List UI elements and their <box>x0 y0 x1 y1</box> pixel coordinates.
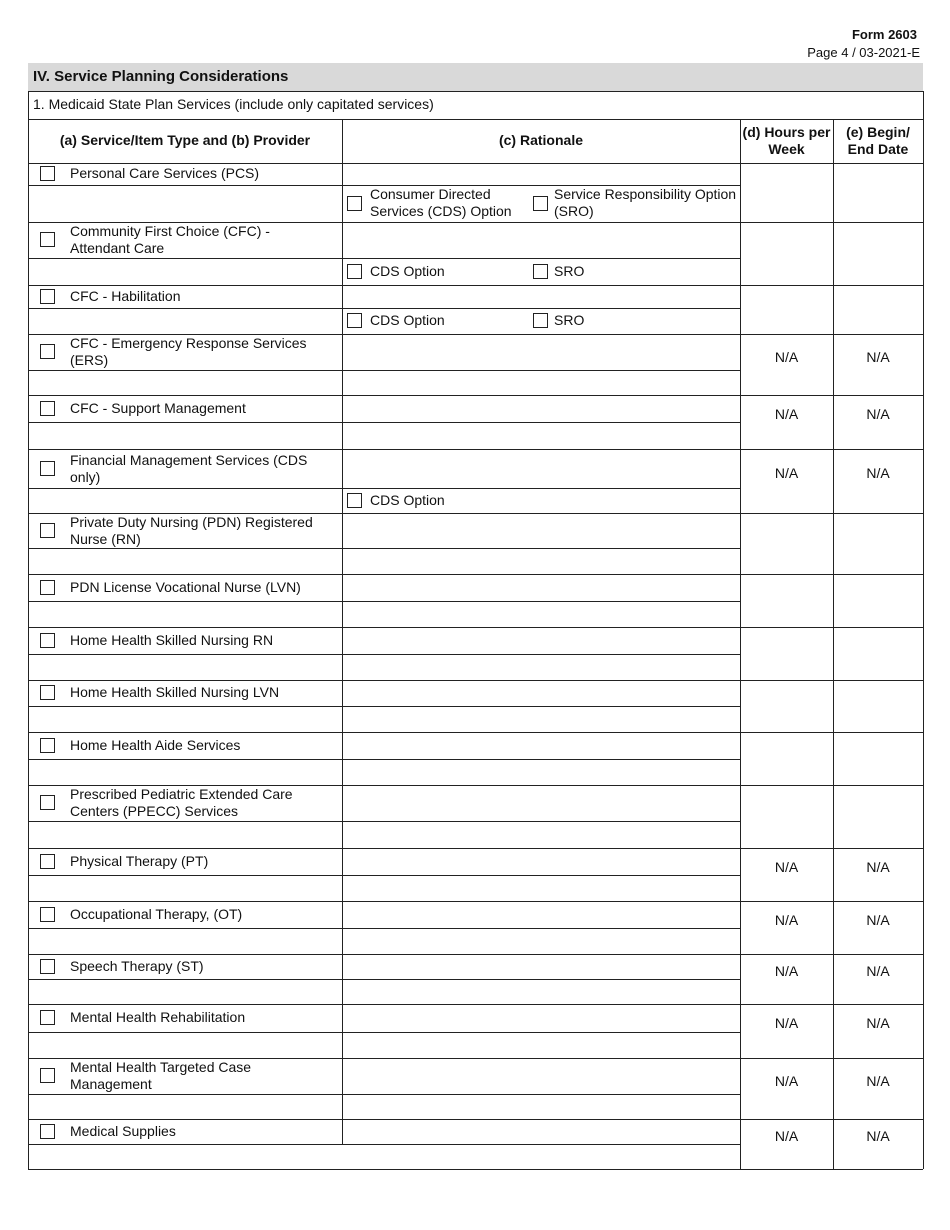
row-border <box>28 848 923 849</box>
row-border <box>28 627 923 628</box>
section-subtitle: 1. Medicaid State Plan Services (include only capitated services) <box>33 96 434 112</box>
hours-na-4: N/A <box>774 349 799 365</box>
cds-option-label: CDS Option <box>370 312 445 328</box>
dates-na-14: N/A <box>866 912 890 928</box>
row-border <box>28 821 740 822</box>
service-checkbox-9[interactable] <box>40 633 55 648</box>
row-border <box>28 979 740 980</box>
hours-na-6: N/A <box>774 465 799 481</box>
hours-na-15: N/A <box>774 963 799 979</box>
section-title-bar <box>28 63 923 91</box>
service-label-10: Home Health Skilled Nursing LVN <box>70 684 280 700</box>
service-checkbox-7[interactable] <box>40 523 55 538</box>
hours-na-16: N/A <box>774 1015 799 1031</box>
row-border <box>28 308 740 309</box>
sro-option-label: SRO <box>554 312 585 328</box>
row-border <box>28 285 923 286</box>
sro-option-label-line2: (SRO) <box>554 203 594 219</box>
column-header-hours: (d) Hours per <box>742 124 831 140</box>
service-label-4-line2: (ERS) <box>70 352 109 368</box>
column-border <box>28 91 29 1169</box>
service-checkbox-3[interactable] <box>40 289 55 304</box>
service-checkbox-18[interactable] <box>40 1124 55 1139</box>
column-border <box>740 119 741 1169</box>
row-border <box>28 258 740 259</box>
cds-option-label: CDS Option <box>370 491 445 508</box>
dates-na-5: N/A <box>866 406 890 422</box>
cds-option-checkbox-1[interactable] <box>347 196 362 211</box>
service-label-4: CFC - Emergency Response Services <box>70 335 307 351</box>
sro-option-checkbox-2[interactable] <box>533 264 548 279</box>
column-header-dates-line2: End Date <box>847 141 909 157</box>
service-checkbox-4[interactable] <box>40 344 55 359</box>
service-label-17: Mental Health Targeted Case <box>70 1059 252 1075</box>
row-border <box>28 163 923 164</box>
column-border <box>833 119 834 1169</box>
row-border <box>28 422 740 423</box>
cds-option-checkbox-2[interactable] <box>347 264 362 279</box>
row-border <box>28 395 923 396</box>
row-border <box>28 370 740 371</box>
cds-option-checkbox-3[interactable] <box>347 313 362 328</box>
service-label-15: Speech Therapy (ST) <box>70 957 204 974</box>
service-label-2-line2: Attendant Care <box>70 240 165 256</box>
sro-option-label: SRO <box>554 262 585 279</box>
row-border <box>28 548 740 549</box>
column-header-dates: (e) Begin/ <box>846 124 910 140</box>
row-border <box>28 1004 923 1005</box>
service-label-18: Medical Supplies <box>70 1122 176 1139</box>
service-label-8: PDN License Vocational Nurse (LVN) <box>70 578 301 595</box>
dates-na-13: N/A <box>866 859 890 875</box>
service-label-3: CFC - Habilitation <box>70 287 181 304</box>
service-label-2: Community First Choice (CFC) - <box>70 223 270 239</box>
service-checkbox-15[interactable] <box>40 959 55 974</box>
cds-option-label-line2: Services (CDS) Option <box>370 203 512 219</box>
service-checkbox-16[interactable] <box>40 1010 55 1025</box>
service-label-9: Home Health Skilled Nursing RN <box>70 631 274 648</box>
service-label-16: Mental Health Rehabilitation <box>70 1009 246 1025</box>
row-border <box>28 706 740 707</box>
row-border <box>28 1032 740 1033</box>
sro-option-checkbox-1[interactable] <box>533 196 548 211</box>
row-border <box>28 928 740 929</box>
sro-option-label: Service Responsibility Option <box>554 186 737 202</box>
row-border <box>28 954 923 955</box>
dates-na-15: N/A <box>866 963 890 979</box>
dates-na-4: N/A <box>866 349 890 365</box>
column-header-rationale: (c) Rationale <box>498 132 583 148</box>
service-label-11: Home Health Aide Services <box>70 736 241 753</box>
dates-na-17: N/A <box>866 1073 890 1089</box>
cds-option-label: Consumer Directed <box>370 186 491 202</box>
row-border <box>28 119 923 120</box>
service-checkbox-17[interactable] <box>40 1068 55 1083</box>
row-border <box>28 1094 740 1095</box>
row-border <box>28 901 923 902</box>
service-checkbox-2[interactable] <box>40 232 55 247</box>
row-border <box>28 601 740 602</box>
column-header-hours-line2: Week <box>768 141 805 157</box>
row-border <box>28 759 740 760</box>
service-checkbox-12[interactable] <box>40 795 55 810</box>
service-checkbox-5[interactable] <box>40 401 55 416</box>
sro-option-checkbox-3[interactable] <box>533 313 548 328</box>
service-checkbox-13[interactable] <box>40 854 55 869</box>
service-label-1: Personal Care Services (PCS) <box>70 165 260 181</box>
service-label-6: Financial Management Services (CDS <box>70 451 308 468</box>
hours-na-13: N/A <box>774 859 799 875</box>
row-border <box>28 875 740 876</box>
service-checkbox-11[interactable] <box>40 738 55 753</box>
hours-na-18: N/A <box>774 1128 799 1144</box>
service-label-14: Occupational Therapy, (OT) <box>70 905 243 922</box>
dates-na-6: N/A <box>866 465 890 481</box>
service-checkbox-6[interactable] <box>40 461 55 476</box>
dates-na-16: N/A <box>866 1015 890 1031</box>
row-border <box>28 654 740 655</box>
column-header-service: (a) Service/Item Type and (b) Provider <box>59 132 311 148</box>
service-label-6-line2: only) <box>70 468 101 485</box>
hours-na-5: N/A <box>774 406 799 422</box>
cds-option-label: CDS Option <box>370 262 445 279</box>
service-label-5: CFC - Support Management <box>70 399 246 416</box>
row-border <box>28 91 923 92</box>
column-border <box>342 119 343 1144</box>
row-border <box>28 1119 923 1120</box>
row-border <box>28 449 923 450</box>
service-label-12-line2: Centers (PPECC) Services <box>70 803 239 819</box>
service-label-12: Prescribed Pediatric Extended Care <box>70 786 293 802</box>
service-label-13: Physical Therapy (PT) <box>70 852 209 869</box>
row-border <box>28 732 923 733</box>
cds-option-checkbox-6[interactable] <box>347 493 362 508</box>
service-checkbox-1[interactable] <box>40 166 55 181</box>
service-checkbox-10[interactable] <box>40 685 55 700</box>
column-border <box>923 91 924 1169</box>
row-border <box>28 1144 740 1145</box>
section-title: IV. Service Planning Considerations <box>33 68 289 85</box>
hours-na-17: N/A <box>774 1073 799 1089</box>
row-border <box>28 1169 923 1170</box>
service-label-17-line2: Management <box>70 1076 152 1092</box>
service-checkbox-8[interactable] <box>40 580 55 595</box>
row-border <box>28 574 923 575</box>
service-label-7: Private Duty Nursing (PDN) Registered <box>70 513 313 530</box>
row-border <box>28 488 740 489</box>
service-checkbox-14[interactable] <box>40 907 55 922</box>
form-number: Form 2603 <box>851 27 917 42</box>
page-info: Page 4 / 03-2021-E <box>807 45 920 60</box>
dates-na-18: N/A <box>866 1128 890 1144</box>
row-border <box>28 680 923 681</box>
hours-na-14: N/A <box>774 912 799 928</box>
service-label-7-line2: Nurse (RN) <box>70 530 141 547</box>
